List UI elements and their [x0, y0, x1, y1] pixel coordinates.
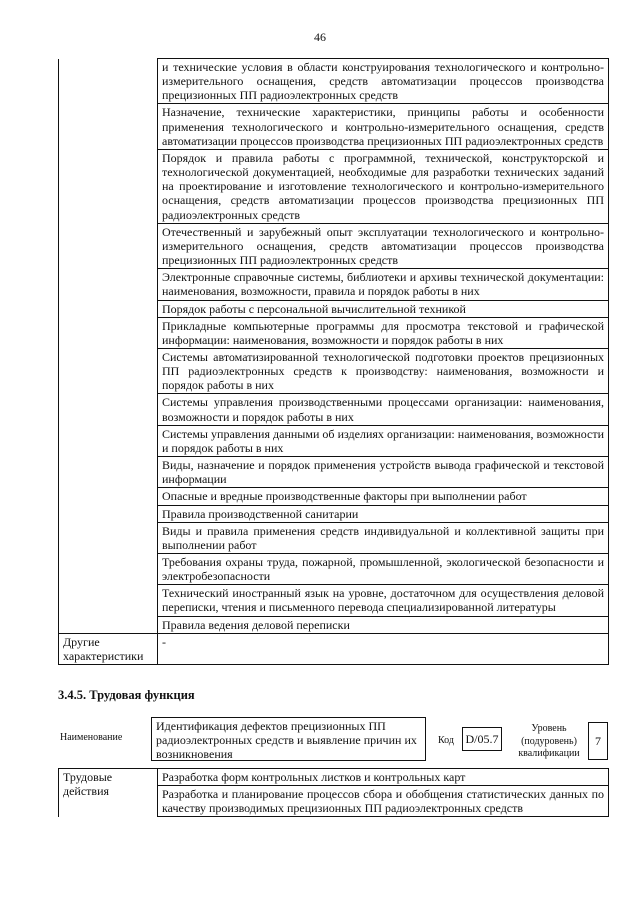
knowledge-item: Отечественный и зарубежный опыт эксплуатации технологического и контрольно-измерительного оснащения, средств автоматизации процессов производства прецизионных ПП радиоэлектронных средств — [158, 223, 609, 268]
knowledge-item: и технические условия в области конструирования технологического и контрольно-измерительного оснащения, средств автоматизации процессов производства прецизионных ПП радиоэлектронных средств — [158, 59, 609, 104]
other-characteristics-row — [59, 633, 609, 664]
knowledge-item: Порядок и правила работы с программной, технической, конструкторской и технологической документацией, необходимые для разработки технических заданий на проектирование и изготовление технологического и контрольно-измерительного оснащения, средств автоматизации процессов производства прецизионных ПП радиоэлектронных средств — [158, 149, 609, 223]
code-label: Код — [438, 735, 454, 746]
knowledge-item: Виды и правила применения средств индивидуальной и коллективной защиты при выполнении работ — [158, 522, 609, 553]
name-label: Наименование — [60, 732, 123, 743]
section-heading: 3.4.5. Трудовая функция — [58, 688, 195, 702]
other-characteristics-label: Другие характеристики — [59, 633, 158, 664]
knowledge-item: Опасные и вредные производственные факторы при выполнении работ — [158, 488, 609, 505]
knowledge-item: Электронные справочные системы, библиотеки и архивы технической документации: наименования, возможности, правила и порядок работы в них — [158, 269, 609, 300]
table-row — [59, 769, 609, 786]
function-name-box: Идентификация дефектов прецизионных ПП радиоэлектронных средств и выявление причин их возникновения — [151, 717, 426, 761]
knowledge-label-cell — [59, 59, 158, 634]
knowledge-item: Назначение, технические характеристики, принципы работы и особенности применения технологического и контрольно-измерительного оснащения, средств автоматизации процессов производства прецизионных ПП радиоэлектронных средств — [158, 104, 609, 149]
page-number: 46 — [314, 30, 326, 44]
knowledge-item: Системы автоматизированной технологической подготовки проектов прецизионных ПП радиоэлектронных средств к производству: наименования, возможности и порядок работы в них — [158, 348, 609, 393]
level-box: 7 — [588, 722, 608, 760]
knowledge-table — [58, 58, 609, 665]
other-characteristics-value: - — [158, 633, 609, 664]
knowledge-item: Виды, назначение и порядок применения устройств вывода графической и текстовой информации — [158, 457, 609, 488]
knowledge-item: Правила производственной санитарии — [158, 505, 609, 522]
knowledge-item: Правила ведения деловой переписки — [158, 616, 609, 633]
level-label: Уровень (подуровень) квалификации — [518, 723, 580, 759]
knowledge-item: Требования охраны труда, пожарной, промышленной, экологической безопасности и электробезопасности — [158, 554, 609, 585]
actions-label: Трудовые действия — [59, 769, 158, 817]
table-row — [59, 59, 609, 104]
knowledge-item: Технический иностранный язык на уровне, достаточном для осуществления деловой переписки, чтения и письменного перевода специализированной литературы — [158, 585, 609, 616]
code-box: D/05.7 — [462, 727, 502, 751]
action-item: Разработка форм контрольных листков и контрольных карт — [158, 769, 609, 786]
knowledge-item: Системы управления данными об изделиях организации: наименования, возможности и порядок работы в них — [158, 425, 609, 456]
knowledge-item: Порядок работы с персональной вычислительной техникой — [158, 300, 609, 317]
action-item: Разработка и планирование процессов сбора и обобщения статистических данных по качеству производимых прецизионных ПП радиоэлектронных средств — [158, 786, 609, 817]
actions-table — [58, 768, 609, 817]
knowledge-item: Прикладные компьютерные программы для просмотра текстовой и графической информации: наименования, возможности и порядок работы в них — [158, 317, 609, 348]
knowledge-item: Системы управления производственными процессами организации: наименования, возможности и порядок работы в них — [158, 394, 609, 425]
